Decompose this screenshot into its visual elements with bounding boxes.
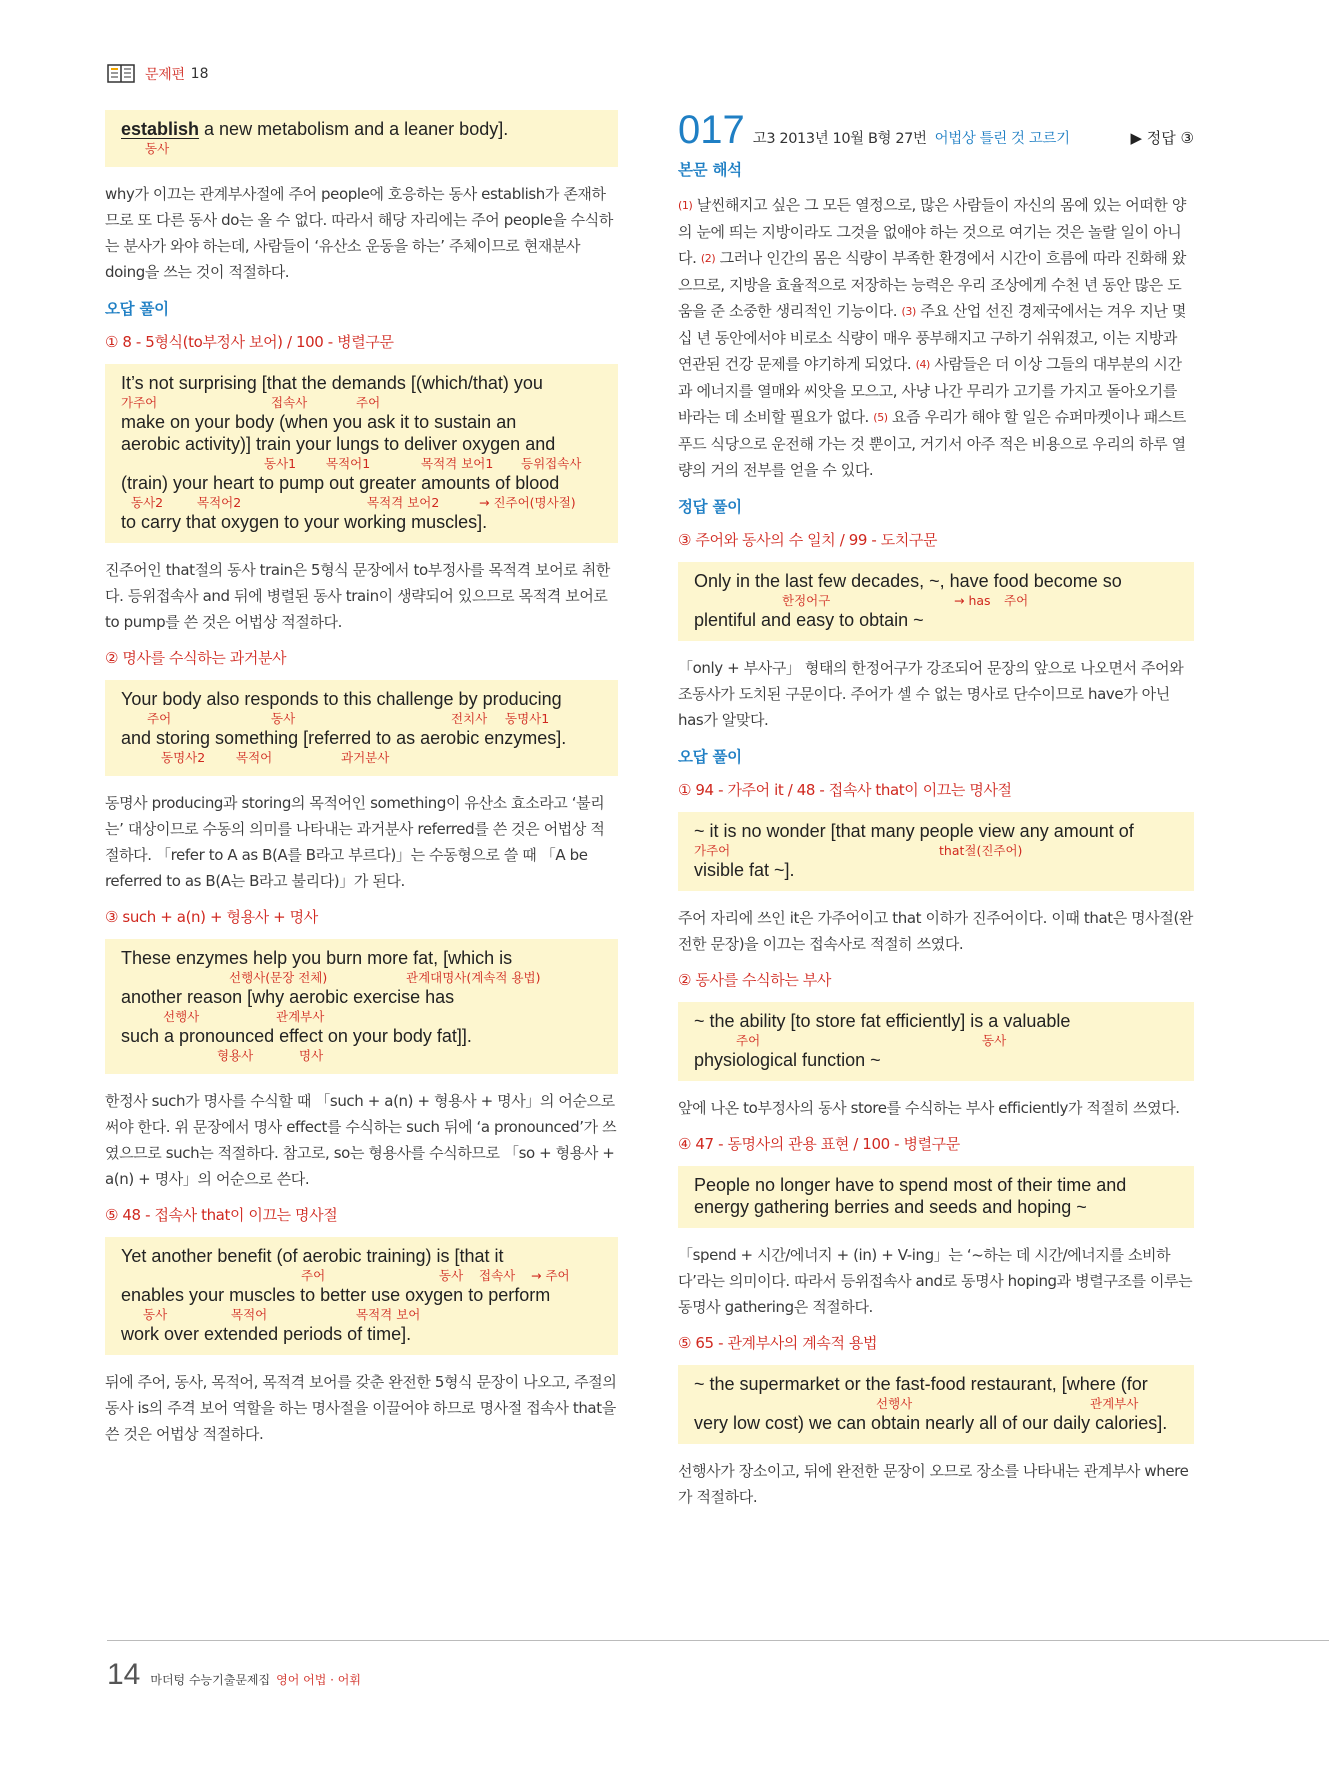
example-box: ~ the supermarket or the fast-food restaurant, [where (for 선행사 관계부사 very low cost) we can obtain nearly all of our daily calories]. <box>678 1365 1194 1444</box>
answer-label: ▶ 정답 ③ <box>1130 129 1194 147</box>
question-source: 고3 2013년 10월 B형 27번 <box>752 131 927 147</box>
section-heading: 오답 풀이 <box>105 300 169 318</box>
explanation: 선행사가 장소이고, 뒤에 완전한 문장이 오므로 장소를 나타내는 관계부사 where가 적절하다. <box>678 1462 1189 1506</box>
question-number: 017 <box>678 108 745 152</box>
page-header <box>107 62 209 86</box>
example-box: Only in the last few decades, ~, have food become so 한정어구 → has 주어 plentiful and easy to obtain ~ <box>678 562 1194 641</box>
explanation: 동명사 producing과 storing의 목적어인 something이 유산소 효소라고 ‘불리는’ 대상이므로 수동의 의미를 나타내는 과거분사 referred를 쓴 것은 어법상 적절하다. 「refer to A as B(A를 B라고 부르다)」는 수동형으로 쓸 때 「A be referred to as B(A는 B라고 불리다)」가 된다. <box>105 794 605 890</box>
book-title: 마더텅 수능기출문제집 <box>150 1673 271 1687</box>
item-heading: ⑤ 48 - 접속사 that이 이끄는 명사절 <box>105 1206 338 1224</box>
item-heading: ② 동사를 수식하는 부사 <box>678 971 831 989</box>
item-heading: ① 94 - 가주어 it / 48 - 접속사 that이 이끄는 명사절 <box>678 781 1012 799</box>
question-type: 어법상 틀린 것 고르기 <box>934 131 1070 147</box>
example-box: It’s not surprising [that the demands [(which/that) you 가주어 접속사 주어 make on your body (when you ask it to sustain an aerobic activity)] train your lungs to deliver oxygen and 동사1 목적어1 목적격 보어1 등위접속사 (train) your heart to pump out greater amounts of blood 동사2 목적어2 목적격 보어2 → 진주어(명사절) to carry that oxygen to your working muscles]. <box>105 364 618 543</box>
page-number: 14 <box>107 1658 141 1691</box>
example-box: People no longer have to spend most of their time and energy gathering berries and seeds and hoping ~ <box>678 1166 1194 1228</box>
explanation: 주어 자리에 쓰인 it은 가주어이고 that 이하가 진주어이다. 이때 that은 명사절(완전한 문장)을 이끄는 접속사로 적절히 쓰였다. <box>678 909 1193 953</box>
explanation: 뒤에 주어, 동사, 목적어, 목적격 보어를 갖춘 완전한 5형식 문장이 나오고, 주절의 동사 is의 주격 보어 역할을 하는 명사절을 이끌어야 하므로 명사절 접속사 that을 쓴 것은 어법상 적절하다. <box>105 1373 617 1443</box>
question-header <box>678 110 1194 150</box>
item-heading: ② 명사를 수식하는 과거분사 <box>105 649 287 667</box>
example-box: ~ the ability [to store fat efficiently] is a valuable 주어 동사 physiological function ~ <box>678 1002 1194 1081</box>
page-footer <box>107 1658 361 1692</box>
translation: (1) 날씬해지고 싶은 그 모든 열정으로, 많은 사람들이 자신의 몸에 있는 어떠한 양의 눈에 띄는 지방이라도 그것을 없애야 하는 것으로 여기는 것은 놀랄 일이 아니다. (2) 그러나 인간의 몸은 식량이 부족한 환경에서 시간이 흐름에 따라 진화해 왔으므로, 지방을 효율적으로 저장하는 능력은 우리 조상에게 수천 년 동안 많은 도움을 준 소중한 생리적인 기능이다. (3) 주요 산업 선진 경제국에서는 겨우 지난 몇십 년 동안에서야 비로소 식량이 매우 풍부해지고 구하기 쉬워졌고, 이는 지방과 연관된 건강 문제를 야기하게 되었다. (4) 사람들은 더 이상 그들의 대부분의 시간과 에너지를 열매와 씨앗을 모으고, 사냥 나간 무리가 고기를 가지고 돌아오기를 바라는 데 소비할 필요가 없다. (5) 요즘 우리가 해야 할 일은 슈퍼마켓이나 패스트푸드 식당으로 운전해 가는 것 뿐이고, 거기서 아주 적은 비용으로 우리의 하루 열량의 거의 전부를 얻을 수 있다. <box>678 196 1186 479</box>
section-page: 18 <box>190 66 209 82</box>
example-box: establish a new metabolism and a leaner body]. 동사 <box>105 110 618 167</box>
book-subject: 영어 어법 · 어휘 <box>276 1673 361 1687</box>
explanation: 한정사 such가 명사를 수식할 때 「such + a(n) + 형용사 + 명사」의 어순으로 써야 한다. 위 문장에서 명사 effect를 수식하는 such 뒤에 ‘a pronounced’가 쓰였으므로 such는 적절하다. 참고로, so는 형용사를 수식하므로 「so + 형용사 + a(n) + 명사」의 어순으로 쓴다. <box>105 1092 617 1188</box>
section-heading: 본문 해석 <box>678 161 742 179</box>
explanation: 앞에 나온 to부정사의 동사 store를 수식하는 부사 efficiently가 적절히 쓰였다. <box>678 1099 1180 1117</box>
footer-divider <box>107 1640 1329 1641</box>
item-heading: ③ 주어와 동사의 수 일치 / 99 - 도치구문 <box>678 531 938 549</box>
example-box: ~ it is no wonder [that many people view any amount of 가주어 that절(진주어) visible fat ~]. <box>678 812 1194 891</box>
explanation: 진주어인 that절의 동사 train은 5형식 문장에서 to부정사를 목적격 보어로 취한다. 등위접속사 and 뒤에 병렬된 동사 train이 생략되어 있으므로 목적격 보어로 to pump를 쓴 것은 어법상 적절하다. <box>105 561 610 631</box>
section-label: 문제편 <box>145 67 185 83</box>
item-heading: ⑤ 65 - 관계부사의 계속적 용법 <box>678 1334 878 1352</box>
section-heading: 정답 풀이 <box>678 498 742 516</box>
item-heading: ③ such + a(n) + 형용사 + 명사 <box>105 908 318 926</box>
example-box: These enzymes help you burn more fat, [which is 선행사(문장 전체) 관계대명사(계속적 용법) another reason [why aerobic exercise has 선행사 관계부사 such a pronounced effect on your body fat]]. 형용사 명사 <box>105 939 618 1074</box>
left-column <box>105 110 618 1459</box>
explanation: 「spend + 시간/에너지 + (in) + V-ing」는 ‘~하는 데 시간/에너지를 소비하다’라는 의미이다. 따라서 등위접속사 and로 동명사 hoping과 병렬구조를 이루는 동명사 gathering은 적절하다. <box>678 1246 1193 1316</box>
item-heading: ④ 47 - 동명사의 관용 표현 / 100 - 병렬구문 <box>678 1135 960 1153</box>
item-heading: ① 8 - 5형식(to부정사 보어) / 100 - 병렬구문 <box>105 333 394 351</box>
section-heading: 오답 풀이 <box>678 748 742 766</box>
book-icon <box>107 64 135 84</box>
explanation: why가 이끄는 관계부사절에 주어 people에 호응하는 동사 establish가 존재하므로 또 다른 동사 do는 올 수 없다. 따라서 해당 자리에는 주어 people을 수식하는 분사가 와야 하는데, 사람들이 ‘유산소 운동을 하는’ 주체이므로 현재분사 doing을 쓰는 것이 적절하다. <box>105 185 613 281</box>
example-box: Yet another benefit (of aerobic training) is [that it 주어 동사 접속사 → 주어 enables your muscles to better use oxygen to perform 동사 목적어 목적격 보어 work over extended periods of time]. <box>105 1237 618 1355</box>
right-column <box>678 110 1194 1522</box>
explanation: 「only + 부사구」 형태의 한정어구가 강조되어 문장의 앞으로 나오면서 주어와 조동사가 도치된 구문이다. 주어가 셀 수 없는 명사로 단수이므로 have가 아닌 has가 알맞다. <box>678 659 1184 729</box>
example-box: Your body also responds to this challenge by producing 주어 동사 전치사 동명사1 and storing something [referred to as aerobic enzymes]. 동명사2 목적어 과거분사 <box>105 680 618 776</box>
